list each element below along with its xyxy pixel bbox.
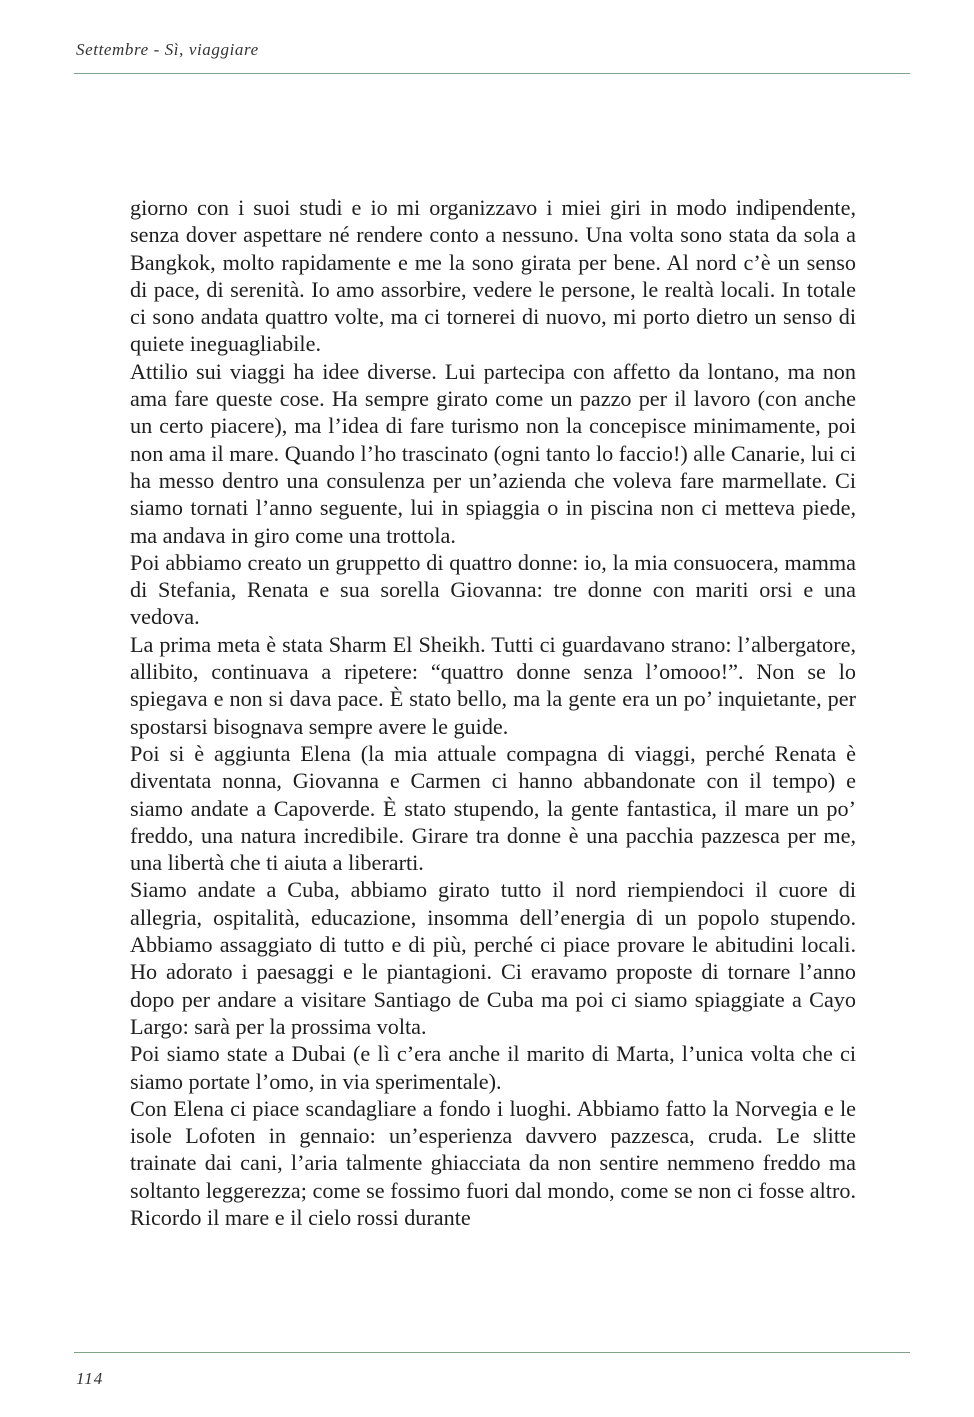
page-number: 114 [76, 1369, 104, 1388]
paragraph: Poi abbiamo creato un gruppetto di quattro donne: io, la mia consuocera, mamma di Stefania, Renata e sua sorella Giovanna: tre donne con mariti orsi e una vedova. [130, 549, 856, 630]
paragraph: Poi siamo state a Dubai (e lì c’era anche il marito di Marta, l’unica volta che ci siamo portate l’omo, in via sperimentale). [130, 1041, 856, 1094]
body-text [130, 194, 856, 1231]
paragraph: Con Elena ci piace scandagliare a fondo i luoghi. Abbiamo fatto la Norvegia e le isole Lofoten in gennaio: un’esperienza davvero pazzesca, cruda. Le slitte trainate dai cani, l’aria talmente ghiacciata da non sentire nemmeno freddo ma soltanto leggerezza; come se fossimo fuori dal mondo, come se non ci fosse altro. Ricordo il mare e il cielo rossi durante [130, 1095, 856, 1230]
paragraph: La prima meta è stata Sharm El Sheikh. Tutti ci guardavano strano: l’albergatore, allibito, continuava a ripetere: “quattro donne senza l’omooo!”. Non se lo spiegava e non si dava pace. È stato bello, ma la gente era un po’ inquietante, per spostarsi bisognava sempre avere le guide. [130, 631, 856, 739]
footer-rule [74, 1352, 910, 1353]
header-rule [74, 73, 910, 74]
paragraph: Poi si è aggiunta Elena (la mia attuale compagna di viaggi, perché Renata è diventata nonna, Giovanna e Carmen ci hanno abbandonate con il tempo) e siamo andate a Capoverde. È stato stupendo, la gente fantastica, il mare un po’ freddo, una natura incredibile. Girare tra donne è una pacchia pazzesca per me, una libertà che ti aiuta a liberarti. [130, 740, 856, 876]
paragraph: giorno con i suoi studi e io mi organizzavo i miei giri in modo indipendente, senza dover aspettare né rendere conto a nessuno. Una volta sono stata da sola a Bangkok, molto rapidamente e me la sono girata per bene. Al nord c’è un senso di pace, di serenità. Io amo assorbire, vedere le persone, le realtà locali. In totale ci sono andata quattro volte, ma ci tornerei di nuovo, mi porto dietro un senso di quiete ineguagliabile. [130, 195, 856, 357]
paragraph: Attilio sui viaggi ha idee diverse. Lui partecipa con affetto da lontano, ma non ama fare queste cose. Ha sempre girato come un pazzo per il lavoro (con anche un certo piacere), ma l’idea di fare turismo non la concepisce minimamente, poi non ama il mare. Quando l’ho trascinato (ogni tanto lo faccio!) alle Canarie, lui ci ha messo dentro una consulenza per un’azienda che voleva fare marmellate. Ci siamo tornati l’anno seguente, lui in spiaggia o in piscina non ci metteva piede, ma andava in giro come una trottola. [130, 358, 856, 548]
paragraph: Siamo andate a Cuba, abbiamo girato tutto il nord riempiendoci il cuore di allegria, ospitalità, educazione, insomma dell’energia di un popolo stupendo. Abbiamo assaggiato di tutto e di più, perché ci piace provare le abitudini locali. Ho adorato i paesaggi e le piantagioni. Ci eravamo proposte di tornare l’anno dopo per andare a visitare Santiago de Cuba ma poi ci siamo spiaggiate a Cayo Largo: sarà per la prossima volta. [130, 877, 856, 1039]
running-header: Settembre - Sì, viaggiare [76, 40, 259, 59]
